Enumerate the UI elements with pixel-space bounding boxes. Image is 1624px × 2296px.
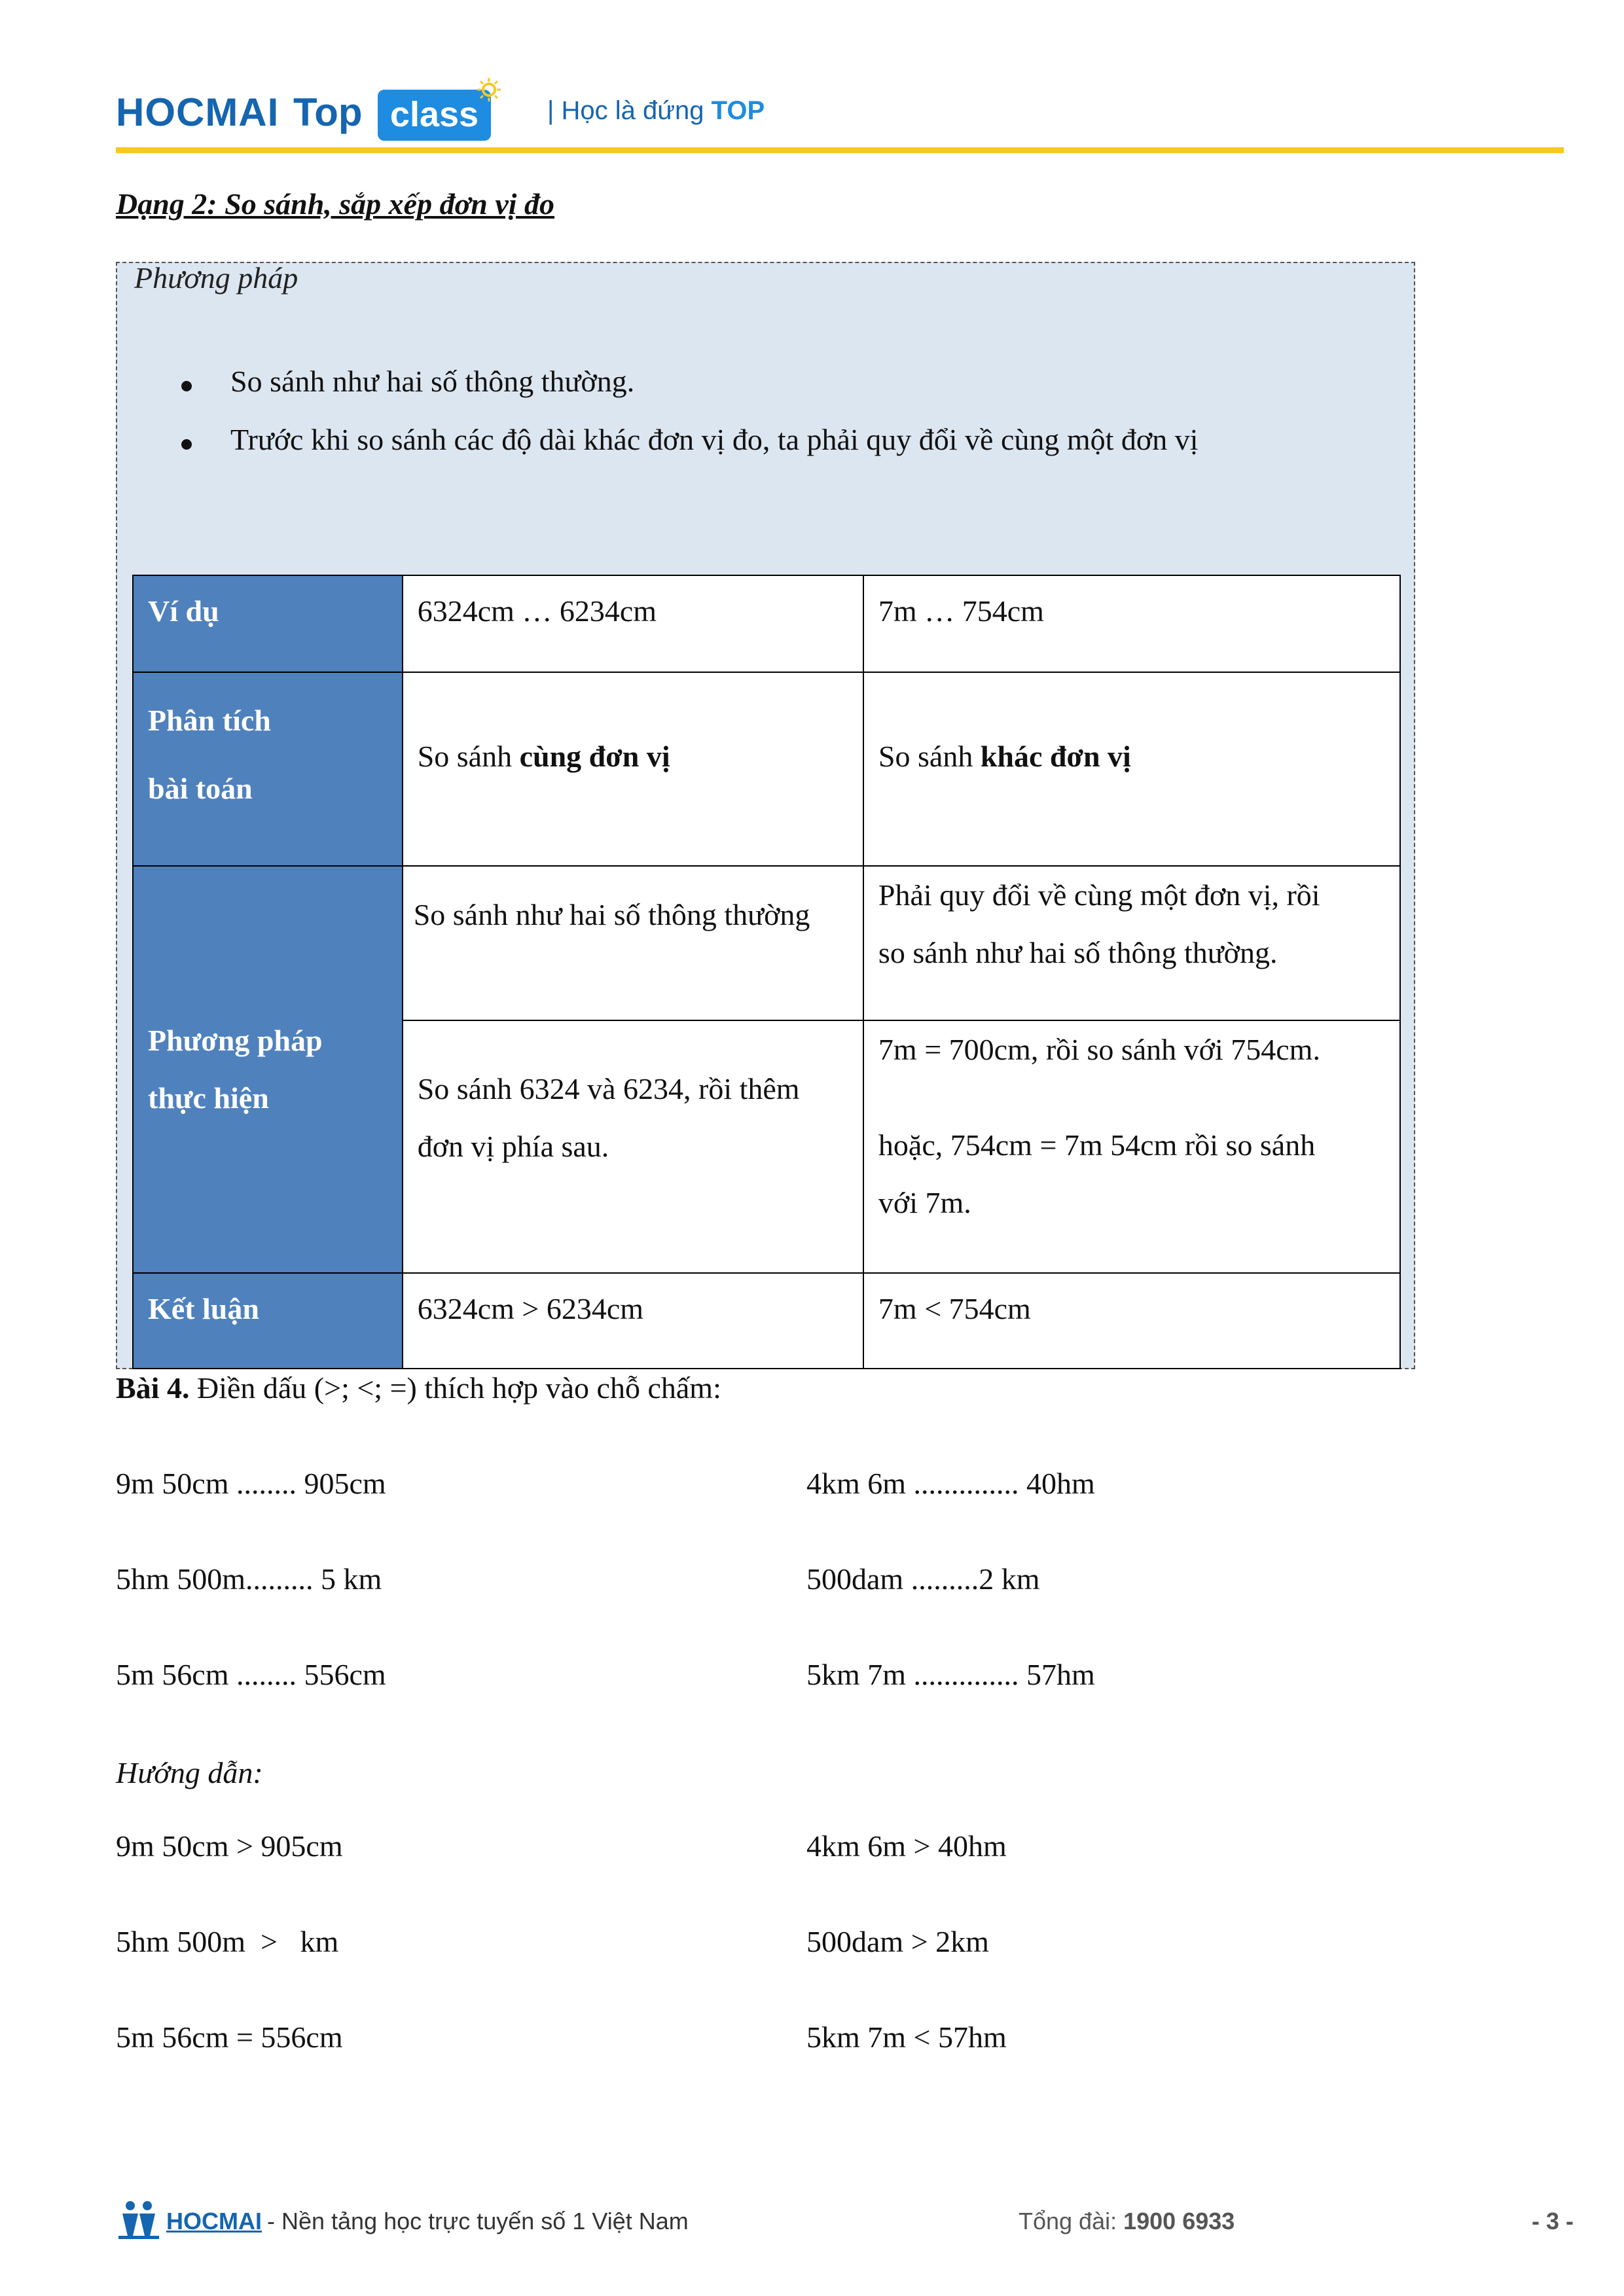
table-cell: 7m < 754cm [863, 1273, 1400, 1369]
header-divider [116, 147, 1564, 153]
table-cell: So sánh cùng đơn vị [403, 672, 863, 866]
row-head-example: Ví dụ [133, 575, 403, 672]
table-cell: So sánh 6324 và 6234, rồi thêm đơn vị phía sau. [403, 1020, 863, 1273]
footer-tagline: - Nền tảng học trực tuyến số 1 Việt Nam [267, 2208, 689, 2234]
exercise-item: 5hm 500m......... 5 km [116, 1562, 382, 1596]
method-label: Phương pháp [134, 261, 298, 295]
table-cell: 7m = 700cm, rồi so sánh với 754cm. hoặc, 754cm = 7m 54cm rồi so sánh với 7m. [863, 1020, 1400, 1273]
table-cell: So sánh khác đơn vị [863, 672, 1400, 866]
footer-phone: Tổng đài: 1900 6933 [1019, 2208, 1235, 2234]
page-number: - 3 - [1532, 2208, 1574, 2234]
table-cell: So sánh như hai số thông thường [403, 866, 863, 1020]
exercise-item: 9m 50cm ........ 905cm [116, 1467, 386, 1500]
bullet-item: So sánh như hai số thông thường. [181, 364, 634, 399]
guide-item: 4km 6m > 40hm [806, 1829, 1007, 1863]
guide-label: Hướng dẫn: [116, 1756, 263, 1789]
guide-item: 5km 7m < 57hm [806, 2020, 1007, 2054]
table-row [133, 866, 1400, 1020]
footer-brand-link[interactable]: HOCMAI [166, 2208, 262, 2234]
table-row [133, 672, 1400, 866]
hocmai-footer-icon [116, 2199, 162, 2240]
bullet-item: Trước khi so sánh các độ dài khác đơn vị đo, ta phải quy đổi về cùng một đơn vị [181, 422, 1199, 457]
table-cell: Phải quy đổi về cùng một đơn vị, rồi so sánh như hai số thông thường. [863, 866, 1400, 1020]
guide-item: 9m 50cm > 905cm [116, 1829, 343, 1863]
table-cell: 6324cm … 6234cm [403, 575, 863, 672]
exercise-item: 5km 7m .............. 57hm [806, 1658, 1095, 1691]
section-title: Dạng 2: So sánh, sắp xếp đơn vị đo [116, 187, 555, 221]
row-head-conclusion: Kết luận [133, 1273, 403, 1369]
slogan-top: TOP [711, 96, 765, 125]
exercise-item: 5m 56cm ........ 556cm [116, 1658, 386, 1691]
table-cell: 6324cm > 6234cm [403, 1273, 863, 1369]
row-head-method: Phương pháp thực hiện [133, 866, 403, 1273]
table-row [133, 575, 1400, 672]
table-row [133, 1273, 1400, 1369]
guide-item: 500dam > 2km [806, 1925, 989, 1958]
logo-hocmai: HOCMAI [116, 90, 280, 134]
exercise-item: 4km 6m .............. 40hm [806, 1467, 1095, 1500]
logo-class: class [378, 90, 491, 141]
bullet-icon [181, 381, 192, 391]
comparison-table [132, 575, 1401, 1369]
table-cell: 7m … 754cm [863, 575, 1400, 672]
guide-item: 5m 56cm = 556cm [116, 2020, 343, 2054]
logo-top: Top [293, 90, 363, 134]
bullet-icon [181, 439, 192, 450]
sun-icon [477, 77, 501, 102]
exercise-title: Bài 4. Điền dấu (>; <; =) thích hợp vào chỗ chấm: [116, 1371, 721, 1405]
slogan: | Học là đứng TOP [547, 96, 765, 125]
exercise-item: 500dam .........2 km [806, 1562, 1040, 1596]
guide-item: 5hm 500m > km [116, 1925, 339, 1958]
row-head-analysis: Phân tích bài toán [133, 672, 403, 866]
